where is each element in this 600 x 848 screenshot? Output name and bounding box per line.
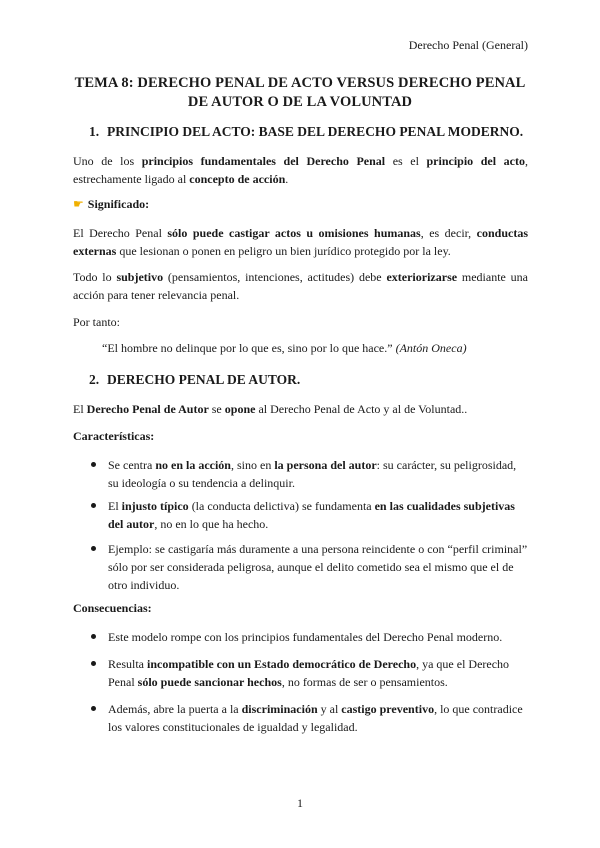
section-1-intro: Uno de los principios fundamentales del Derecho Penal es el principio del acto, estrechamente ligado al concepto de acción. — [73, 154, 528, 186]
bullet-icon — [91, 634, 96, 639]
bullet-icon — [91, 546, 96, 551]
characteristic-item: Ejemplo: se castigaría más duramente a una persona reincidente o con “perfil criminal” sólo por ser considerada peligrosa, aunque el delito cometido sea el mismo que el de otro individuo. — [108, 540, 528, 594]
consequences-label: Consecuencias: — [73, 601, 152, 615]
document-title — [60, 74, 540, 112]
title-line-1: TEMA 8: DERECHO PENAL DE ACTO VERSUS DERECHO PENAL — [74, 75, 526, 91]
bullet-icon — [91, 462, 96, 467]
consequence-item: Este modelo rompe con los principios fundamentales del Derecho Penal moderno. — [108, 628, 528, 646]
pointing-hand-icon: ☛ — [73, 197, 84, 211]
section-2-title: DERECHO PENAL DE AUTOR. — [107, 372, 301, 387]
quote-text: “El hombre no delinque por lo que es, sino por lo que hace.” — [102, 341, 393, 355]
quote — [102, 341, 467, 356]
section-2-number: 2. — [89, 372, 100, 387]
consequence-item: Resulta incompatible con un Estado democrático de Derecho, ya que el Derecho Penal sólo puede sancionar hechos, no formas de ser o pensamientos. — [108, 655, 528, 691]
page-header: Derecho Penal (General) — [408, 38, 528, 52]
section-1-paragraph-1: El Derecho Penal sólo puede castigar actos u omisiones humanas, es decir, conductas externas que lesionan o ponen en peligro un bien jurídico protegido por la ley. — [73, 226, 528, 258]
quote-author: (Antón Oneca) — [395, 341, 467, 355]
section-1-number: 1. — [89, 124, 100, 139]
therefore-text: Por tanto: — [73, 315, 120, 329]
bullet-icon — [91, 661, 96, 666]
section-2-heading — [89, 372, 300, 388]
section-1-title: PRINCIPIO DEL ACTO: BASE DEL DERECHO PENAL MODERNO. — [107, 124, 524, 139]
meaning-label: ☛ Significado: — [73, 197, 150, 211]
title-line-2: DE AUTOR O DE LA VOLUNTAD — [187, 94, 413, 110]
characteristics-label: Características: — [73, 429, 155, 443]
bullet-icon — [91, 706, 96, 711]
bullet-icon — [91, 503, 96, 508]
page-number: 1 — [297, 796, 303, 810]
consequence-item: Además, abre la puerta a la discriminación y al castigo preventivo, lo que contradice los valores constitucionales de igualdad y legalidad. — [108, 700, 528, 736]
section-1-paragraph-2: Todo lo subjetivo (pensamientos, intenciones, actitudes) debe exteriorizarse mediante una acción para tener relevancia penal. — [73, 270, 529, 302]
characteristic-item: Se centra no en la acción, sino en la persona del autor: su carácter, su peligrosidad, su ideología o su tendencia a delinquir. — [108, 456, 528, 492]
characteristic-item: El injusto típico (la conducta delictiva) se fundamenta en las cualidades subjetivas del autor, no en lo que ha hecho. — [108, 497, 528, 533]
section-2-intro: El Derecho Penal de Autor se opone al Derecho Penal de Acto y al de Voluntad.. — [73, 402, 468, 416]
section-1-heading — [89, 124, 523, 140]
